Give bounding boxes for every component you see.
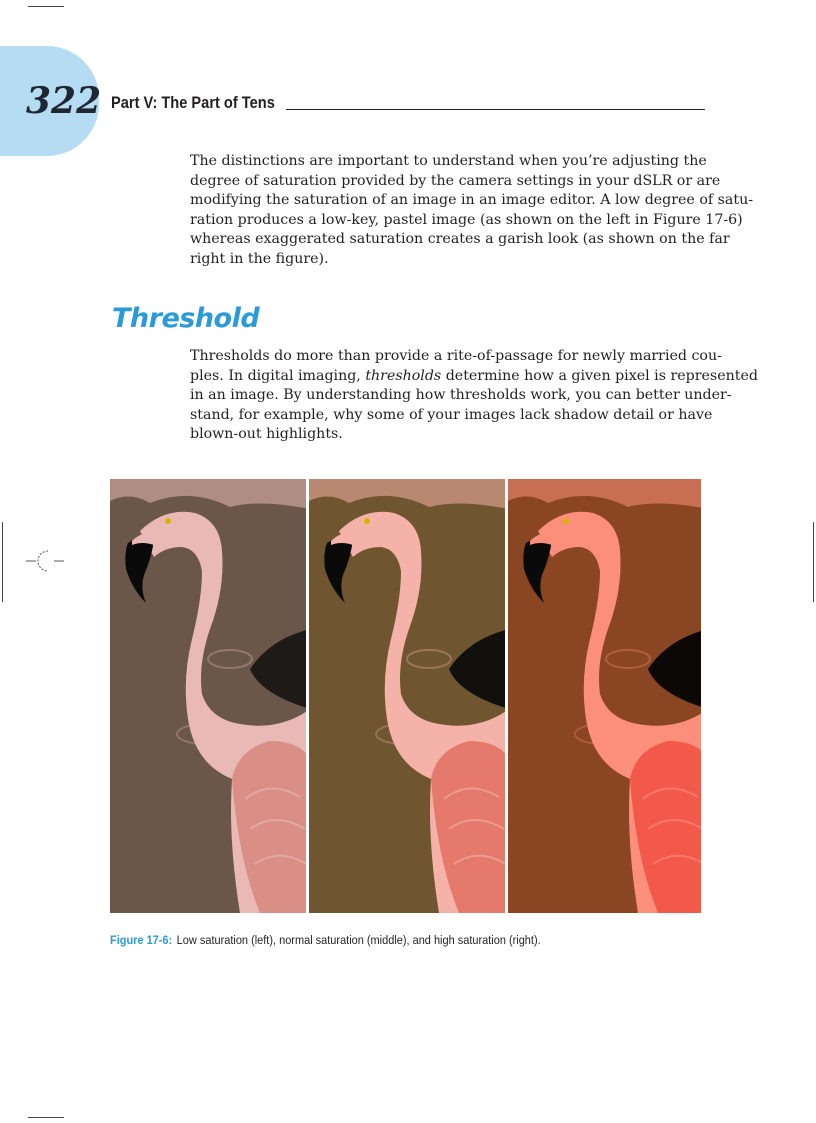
text-run: determine how a given pixel is represented: [441, 367, 758, 384]
text-line: whereas exaggerated saturation creates a garish look (as shown on the far: [190, 231, 730, 248]
text-line: degree of saturation provided by the camera settings in your dSLR or are: [190, 172, 721, 189]
running-head-title: Part V: The Part of Tens: [111, 93, 275, 112]
figure-panel-low-saturation: [110, 479, 306, 913]
section-heading: Threshold: [112, 303, 260, 334]
figure-17-6: [110, 479, 701, 913]
crop-mark-right-upper: [813, 522, 814, 602]
flamingo-photo: [508, 479, 701, 913]
flamingo-photo: [110, 479, 306, 913]
body-paragraph-saturation: [190, 152, 754, 270]
crop-mark-top-left: [28, 6, 64, 7]
running-head: [111, 93, 705, 113]
text-line: modifying the saturation of an image in an image editor. A low degree of satu-: [190, 192, 754, 209]
figure-label: Figure 17-6:: [110, 933, 173, 947]
figure-panel-high-saturation: [508, 479, 701, 913]
text-run: ples. In digital imaging,: [190, 367, 366, 384]
italic-term: thresholds: [365, 367, 442, 384]
text-line: right in the figure).: [190, 250, 329, 267]
crop-mark-bottom-left: [28, 1117, 64, 1118]
body-paragraph-threshold: [190, 347, 758, 445]
text-line: ration produces a low-key, pastel image (as shown on the left in Figure 17-6): [190, 211, 743, 228]
registration-mark-icon: [26, 548, 64, 574]
crop-mark-left-upper: [2, 522, 3, 602]
page-number: 322: [26, 80, 102, 122]
text-line: The distinctions are important to understand when you’re adjusting the: [190, 153, 707, 169]
running-head-rule: [286, 109, 705, 110]
text-line: Thresholds do more than provide a rite-of-passage for newly married cou-: [190, 348, 722, 364]
figure-panel-normal-saturation: [309, 479, 505, 913]
figure-caption: [110, 933, 541, 947]
flamingo-photo: [309, 479, 505, 913]
text-line: blown-out highlights.: [190, 426, 343, 443]
text-line: in an image. By understanding how thresholds work, you can better under-: [190, 387, 732, 404]
text-line: [190, 367, 758, 387]
text-line: stand, for example, why some of your images lack shadow detail or have: [190, 406, 713, 423]
figure-caption-text: Low saturation (left), normal saturation (middle), and high saturation (right).: [176, 933, 541, 947]
